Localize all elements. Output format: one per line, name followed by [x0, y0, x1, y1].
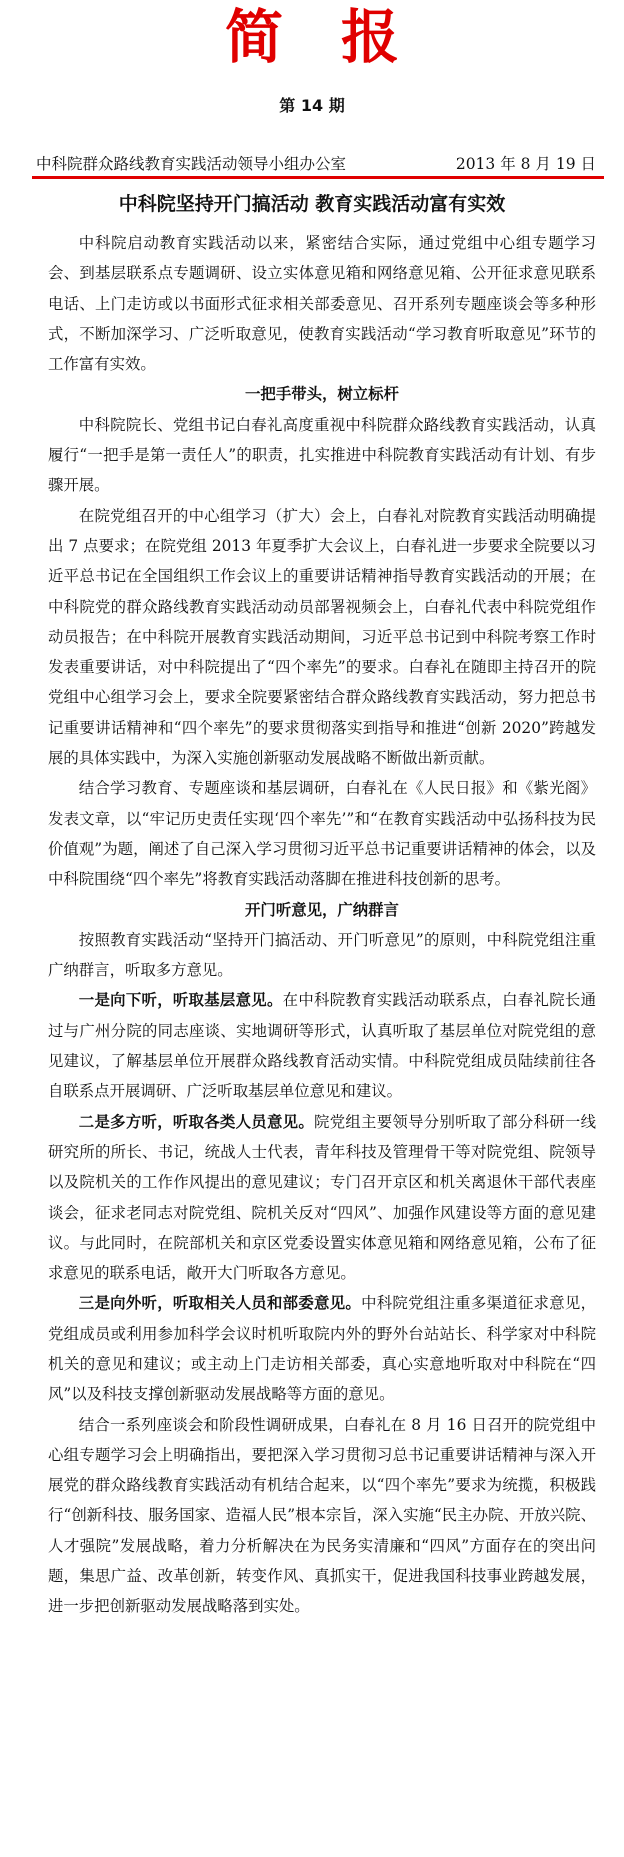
point-three-lead: 三是向外听，听取相关人员和部委意见。 [78, 1294, 362, 1313]
issue-number: 第 14 期 [279, 96, 345, 115]
section2-paragraph-5: 结合一系列座谈会和阶段性调研成果，白春礼在 8 月 16 日召开的院党组中心组专题学习会上明确指出，要把深入学习贯彻习总书记重要讲话精神与深入开展党的群众路线教育实践活动有机结合起来，以“四个率先”要求为统揽，积极践行“创新科技、服务国家、造福人民”根本宗旨，深入实施“民主办院、开放兴院、人才强院”发展战略，着力分析解决在为民务实清廉和“四风”方面存在的突出问题，集思广益、改革创新，转变作风、真抓实干，促进我国科技事业跨越发展，进一步把创新驱动发展战略落到实处。 [48, 1415, 596, 1616]
red-divider [32, 176, 604, 179]
issue-date: 2013 年 8 月 19 日 [455, 155, 596, 173]
point-three-text: 中科院党组注重多渠道征求意见，党组成员或利用参加科学会议时机听取院内外的野外台站站长、科学家对中科院机关的意见和建议；或主动上门走访相关部委，真心实意地听取对中科院在“四风”以及科技支撑创新驱动发展战略等方面的意见。 [48, 1294, 596, 1404]
point-two-lead: 二是多方听，听取各类人员意见。 [78, 1112, 315, 1131]
section2-paragraph-3 [48, 1107, 596, 1289]
section1-paragraph-2: 在院党组召开的中心组学习（扩大）会上，白春礼对院教育实践活动明确提出 7 点要求；在院党组 2013 年夏季扩大会议上，白春礼进一步要求全院要以习近平总书记在全国组织工作会议上的重要讲话精神指导教育实践活动的开展；在中科院党的群众路线教育实践活动动员部署视频会上，白春礼代表中科院党组作动员报告；在中科院开展教育实践活动期间，习近平总书记到中科院考察工作时发表重要讲话，对中科院提出了“四个率先”的要求。白春礼在随即主持召开的院党组中心组学习会上，要求全院要紧密结合群众路线教育实践活动，努力把总书记重要讲话精神和“四个率先”的要求贯彻落实到指导和推进“创新 2020”跨越发展的具体实践中，为深入实施创新驱动发展战略不断做出新贡献。 [48, 506, 596, 768]
section1-paragraph-1: 中科院院长、党组书记白春礼高度重视中科院群众路线教育实践活动，认真履行“一把手是第一责任人”的职责，扎实推进中科院教育实践活动有计划、有步骤开展。 [48, 415, 596, 495]
intro-paragraph: 中科院启动教育实践活动以来，紧密结合实际，通过党组中心组专题学习会、到基层联系点专题调研、设立实体意见箱和网络意见箱、公开征求意见联系电话、上门走访或以书面形式征求相关部委意见、召开系列专题座谈会等多种形式，不断加深学习、广泛听取意见，使教育实践活动“学习教育听取意见”环节的工作富有实效。 [48, 234, 596, 374]
issuer-row [36, 153, 596, 175]
article-body [48, 228, 596, 1622]
point-one-lead: 一是向下听，听取基层意见。 [78, 991, 283, 1010]
masthead-title: 简报 [224, 3, 457, 71]
section1-paragraph-3: 结合学习教育、专题座谈和基层调研，白春礼在《人民日报》和《紫光阁》发表文章，以“牢记历史责任实现‘四个率先’”和“在教育实践活动中弘扬科技为民价值观”为题，阐述了自己深入学习贯彻习近平总书记重要讲话精神的体会，以及中科院围绕“四个率先”将教育实践活动落脚在推进科技创新的思考。 [48, 779, 596, 889]
point-two-text: 院党组主要领导分别听取了部分科研一线研究所的所长、书记，统战人士代表，青年科技及管理骨干等对院党组、院领导以及院机关的工作作风提出的意见建议；专门召开京区和机关离退休干部代表座谈会，征求老同志对院党组、院机关反对“四风”、加强作风建设等方面的意见建议。与此同时，在院部机关和京区党委设置实体意见箱和网络意见箱，公布了征求意见的联系电话，敞开大门听取各方意见。 [48, 1112, 596, 1283]
issuer-name: 中科院群众路线教育实践活动领导小组办公室 [36, 155, 347, 173]
section2-paragraph-1: 按照教育实践活动“坚持开门搞活动、开门听意见”的原则，中科院党组注重广纳群言，听取多方意见。 [48, 930, 596, 980]
section-heading-2: 开门听意见，广纳群言 [245, 900, 399, 919]
section2-paragraph-2 [48, 985, 596, 1106]
section2-paragraph-4 [48, 1288, 596, 1409]
article-headline: 中科院坚持开门搞活动 教育实践活动富有实效 [118, 193, 506, 215]
section-heading-1: 一把手带头，树立标杆 [245, 385, 399, 404]
point-one-text: 在中科院教育实践活动联系点，白春礼院长通过与广州分院的同志座谈、实地调研等形式，认真听取了基层单位对院党组的意见建议，了解基层单位开展群众路线教育活动实情。中科院党组成员陆续前往各自联系点开展调研、广泛听取基层单位意见和建议。 [48, 991, 596, 1101]
